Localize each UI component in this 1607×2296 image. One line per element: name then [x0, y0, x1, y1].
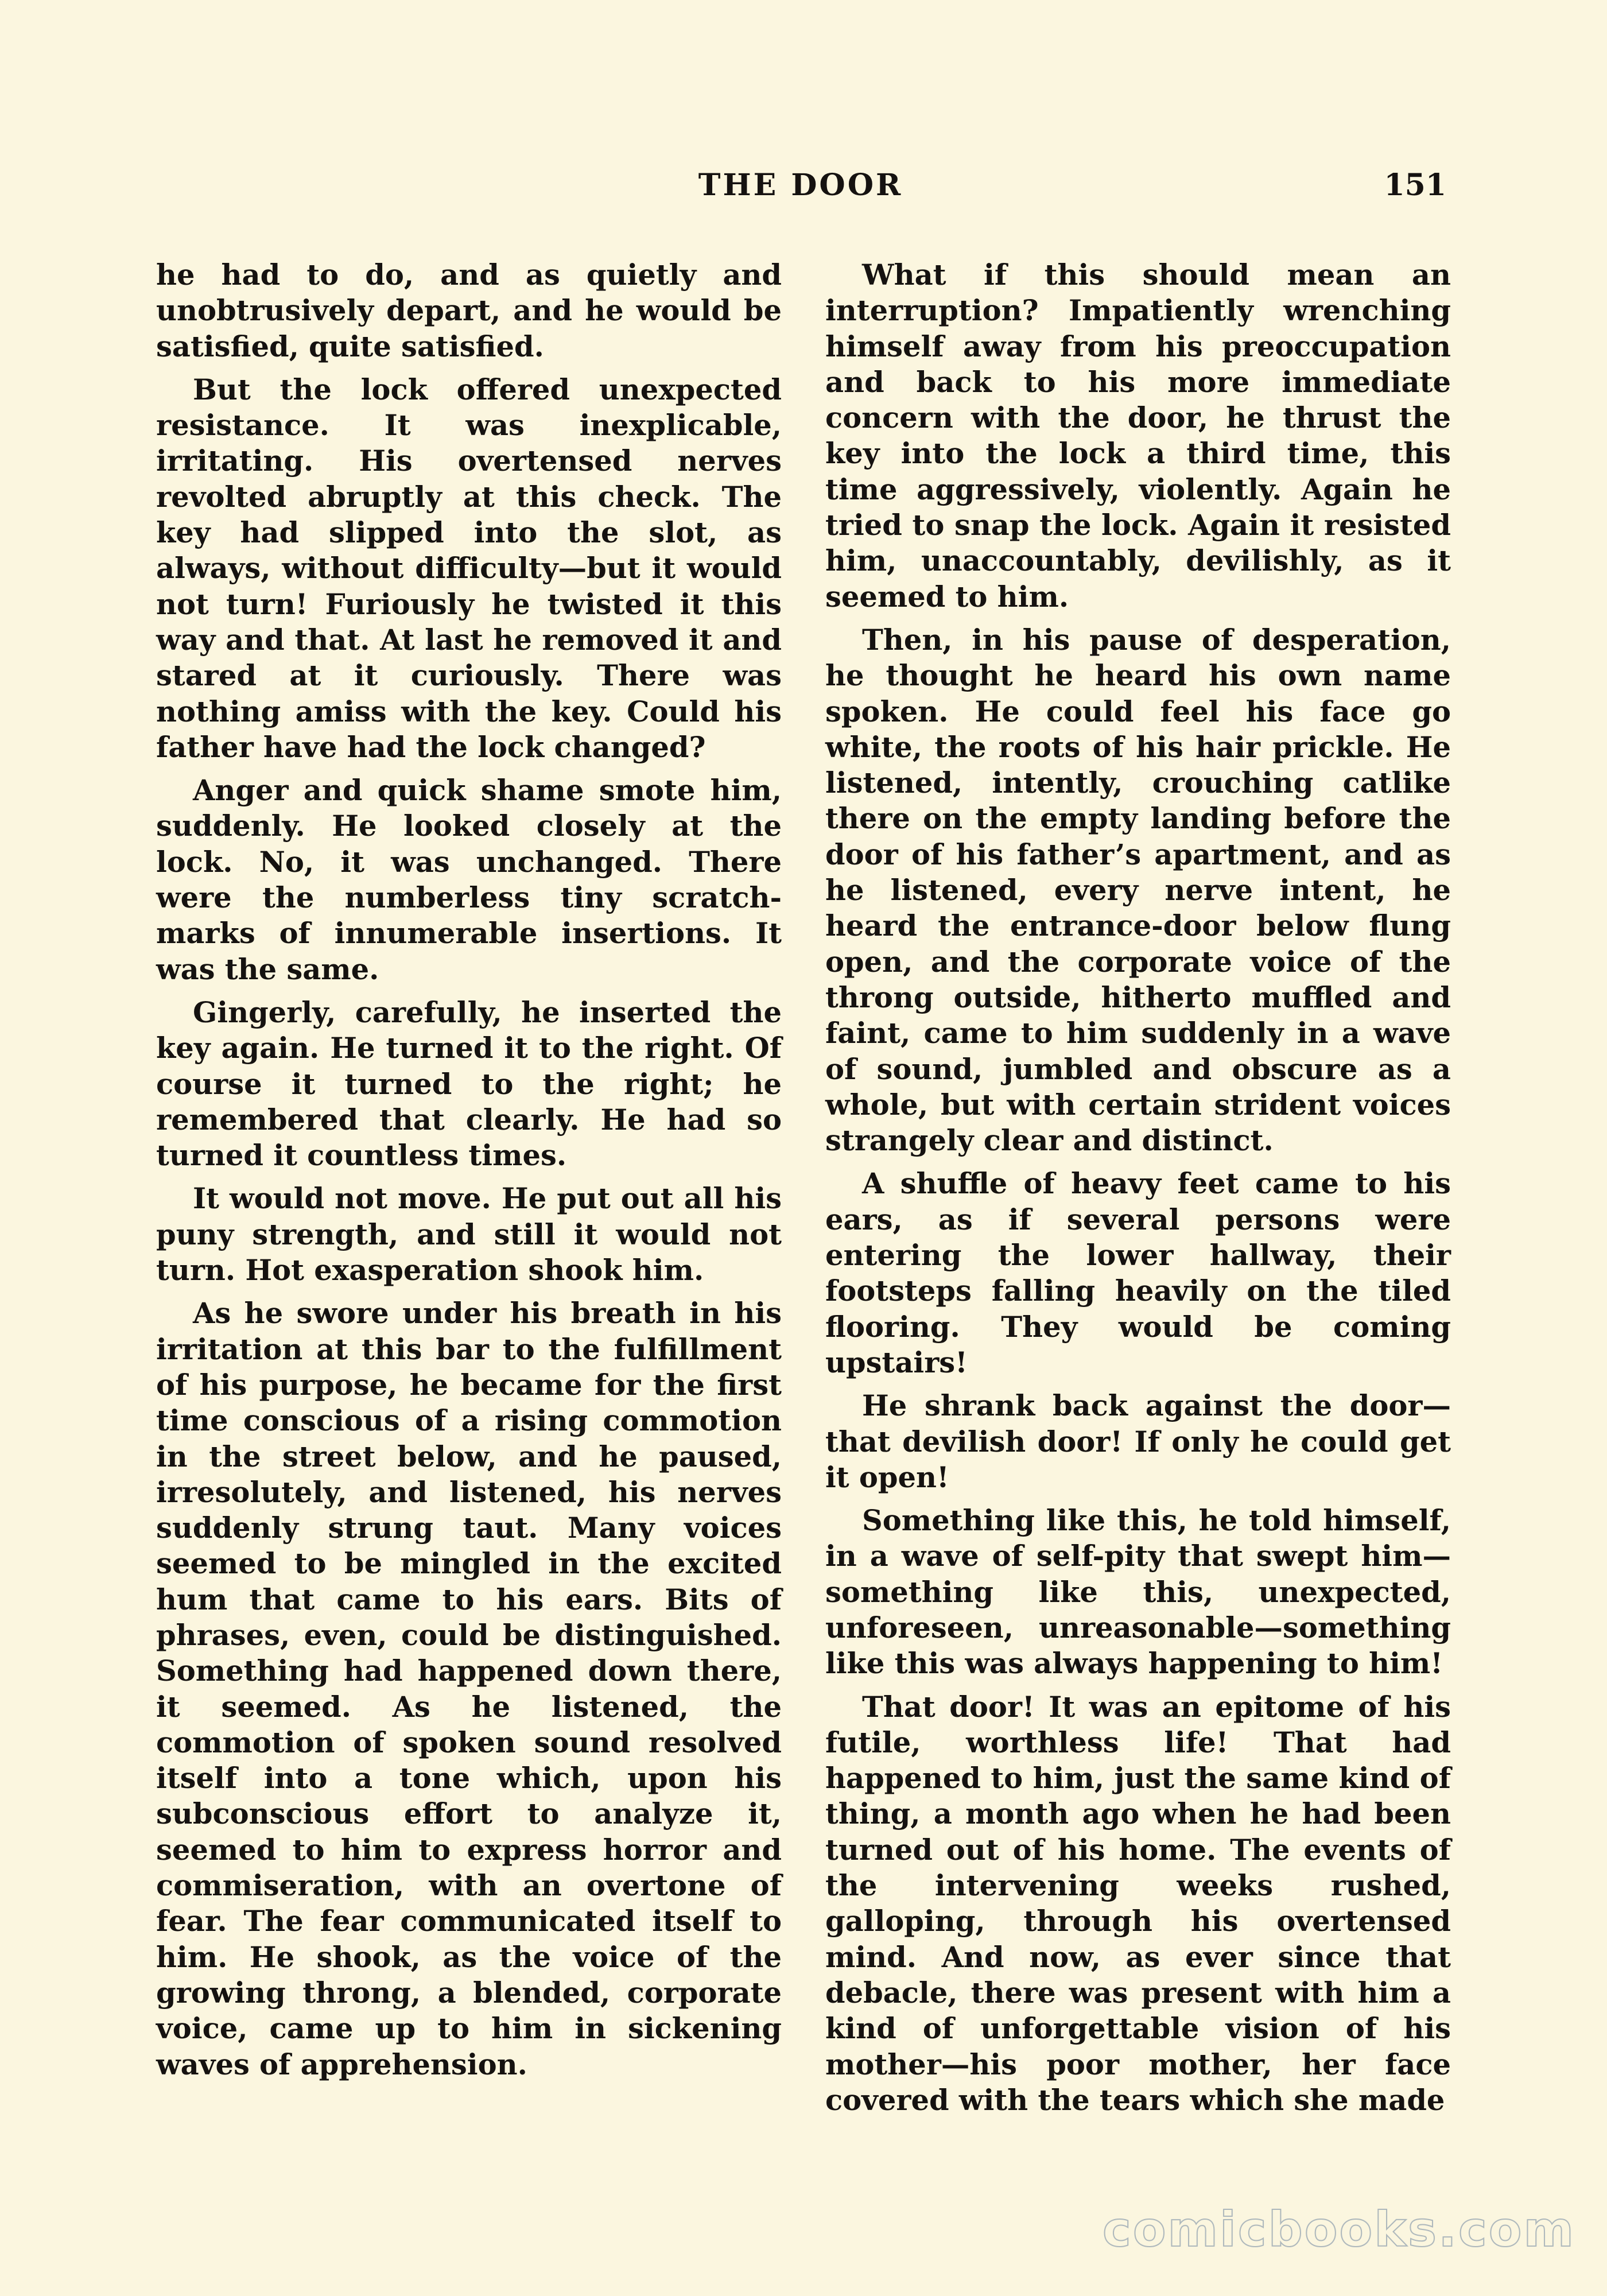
paragraph: As he swore under his breath in his irritation at this bar to the fulfillment of his purpose, he became for the first time conscious of a rising commotion in the street below, and he paused, irresolutely, and listened, his nerves suddenly strung taut. Many voices seemed to be mingled in the excited hum that came to his ears. Bits of phrases, even, could be distinguished. Something had happened down there, it seemed. As he listened, the commotion of spoken sound resolved itself into a tone which, upon his subconscious effort to analyze it, seemed to him to express horror and commiseration, with an overtone of fear. The fear communicated itself to him. He shook, as the voice of the growing throng, a blended, corporate voice, came up to him in sickening waves of apprehension.	[156, 1297, 782, 2081]
paragraph: he had to do, and as quietly and unobtrusively depart, and he would be satisfied, quite satisfied.	[156, 258, 782, 363]
paragraph: Anger and quick shame smote him, suddenly. He looked closely at the lock. No, it was unchanged. There were the numberless tiny scratch-marks of innumerable insertions. It was the same.	[156, 774, 782, 986]
left-column	[156, 257, 782, 2090]
paragraph: Gingerly, carefully, he inserted the key again. He turned it to the right. Of course it turned to the right; he remembered that clearly. He had so turned it countless times.	[156, 995, 782, 1173]
page-number: 151	[1384, 168, 1446, 203]
paragraph: What if this should mean an interruption? Impatiently wrenching himself away from his preoccupation and back to his more immediate concern with the door, he thrust the key into the lock a third time, this time aggressively, violently. Again he tried to snap the lock. Again it resisted him, unaccountably, devilishly, as it seemed to him.	[825, 258, 1451, 614]
watermark: comicbooks.com	[1103, 2201, 1575, 2258]
paragraph: That door! It was an epitome of his futile, worthless life! That had happened to him, just the same kind of thing, a month ago when he had been turned out of his home. The events of the intervening weeks rushed, galloping, through his overtensed mind. And now, as ever since that debacle, there was present with him a kind of unforgettable vision of his mother—his poor mother, her face covered with the tears which she made	[825, 1690, 1451, 2117]
paragraph: Then, in his pause of desperation, he thought he heard his own name spoken. He could feel his face go white, the roots of his hair prickle. He listened, intently, crouching catlike there on the empty landing before the door of his father’s apartment, and as he listened, every nerve intent, he heard the entrance-door below flung open, and the corporate voice of the throng outside, hitherto muffled and faint, came to him suddenly in a wave of sound, jumbled and obscure as a whole, but with certain strident voices strangely clear and distinct.	[825, 623, 1451, 1158]
paragraph: It would not move. He put out all his puny strength, and still it would not turn. Hot exasperation shook him.	[156, 1182, 782, 1287]
page-header	[155, 168, 1446, 214]
paragraph: A shuffle of heavy feet came to his ears, as if several persons were entering the lower hallway, their footsteps falling heavily on the tiled flooring. They would be coming upstairs!	[825, 1167, 1451, 1379]
running-title: THE DOOR	[698, 168, 903, 203]
paragraph: But the lock offered unexpected resistance. It was inexplicable, irritating. His overtensed nerves revolted abruptly at this check. The key had slipped into the slot, as always, without difficulty—but it would not turn! Furiously he twisted it this way and that. At last he removed it and stared at it curiously. There was nothing amiss with the key. Could his father have had the lock changed?	[156, 373, 782, 764]
right-column	[825, 257, 1451, 2126]
paragraph: He shrank back against the door—that devilish door! If only he could get it open!	[825, 1389, 1451, 1494]
paragraph: Something like this, he told himself, in a wave of self-pity that swept him—something like this, unexpected, unforeseen, unreasonable—something like this was always happening to him!	[825, 1504, 1451, 1681]
